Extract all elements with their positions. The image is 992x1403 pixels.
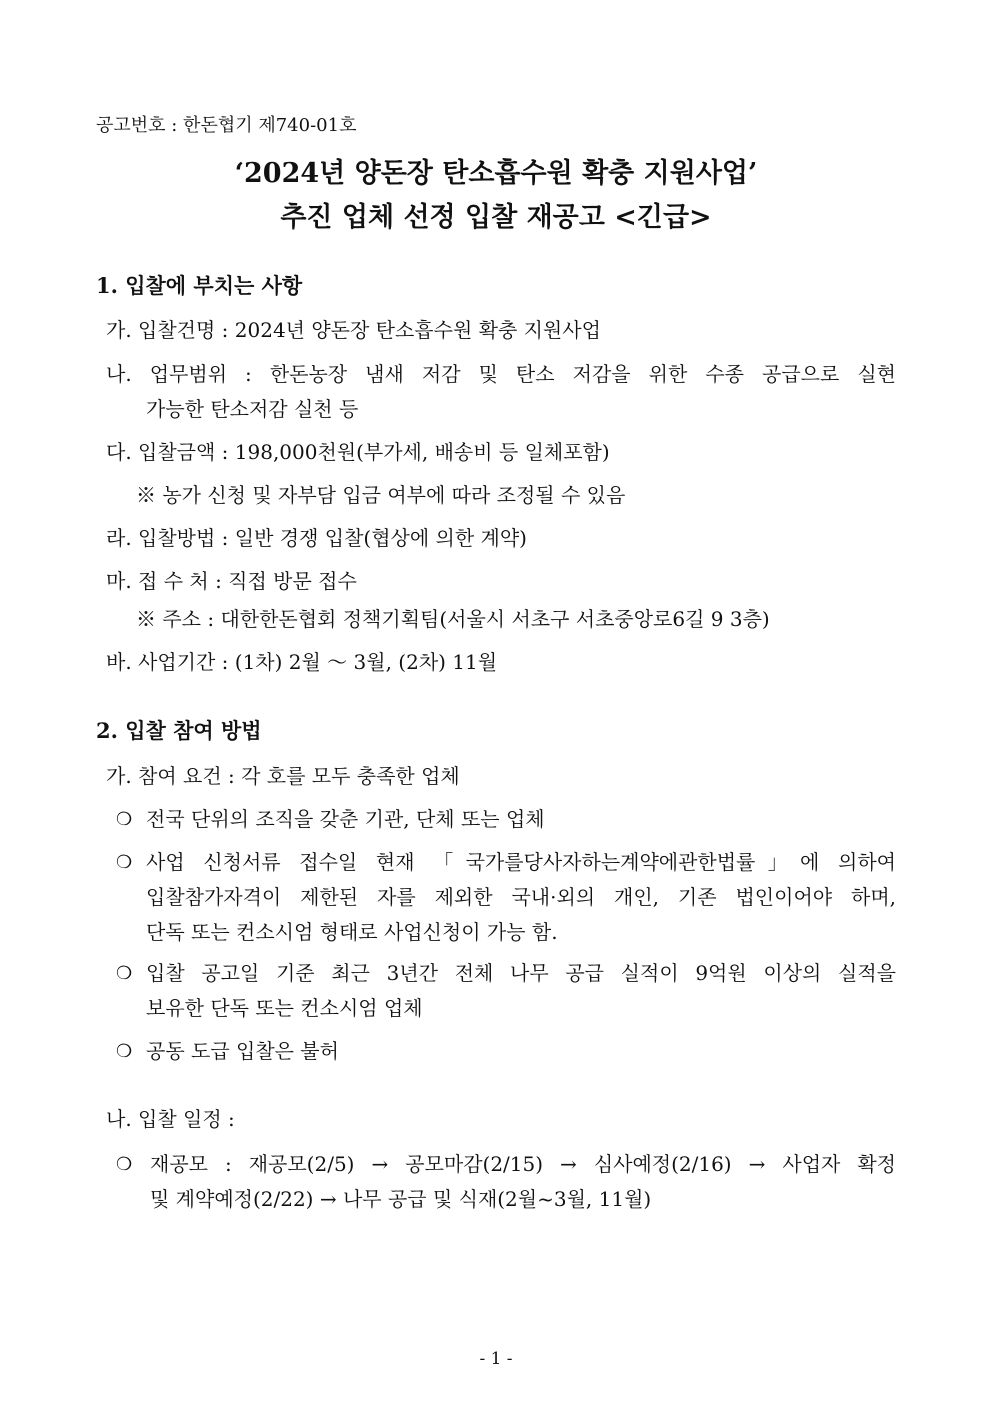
- requirement-4: 공동 도급 입찰은 불허: [146, 1039, 339, 1063]
- item-ga-bid-name: 가. 입찰건명 : 2024년 양돈장 탄소흡수원 확충 지원사업: [106, 318, 601, 342]
- item-ma-reception: 마. 접 수 처 : 직접 방문 접수: [106, 569, 357, 593]
- requirement-3-line2: 보유한 단독 또는 컨소시엄 업체: [146, 996, 423, 1020]
- item-na-scope-line1: 나. 업무범위 : 한돈농장 냄새 저감 및 탄소 저감을 위한 수종 공급으로 실현: [106, 362, 896, 386]
- bullet-icon: ❍: [116, 852, 133, 873]
- title-line-2: 추진 업체 선정 입찰 재공고 <긴급>: [280, 202, 712, 233]
- page-number: - 1 -: [479, 1349, 513, 1369]
- title-line-1: ‘2024년 양돈장 탄소흡수원 확충 지원사업’: [234, 158, 758, 189]
- item-da-note: ※ 농가 신청 및 자부담 입금 여부에 따라 조정될 수 있음: [136, 483, 626, 507]
- notice-number: 공고번호 : 한돈협기 제740-01호: [96, 115, 357, 136]
- item-ga-requirements: 가. 참여 요건 : 각 호를 모두 충족한 업체: [106, 764, 460, 788]
- bullet-icon: ❍: [116, 1154, 133, 1175]
- bullet-icon: ❍: [116, 809, 133, 830]
- requirement-1: 전국 단위의 조직을 갖춘 기관, 단체 또는 업체: [146, 807, 545, 831]
- bullet-icon: ❍: [116, 963, 133, 984]
- requirement-2-line1: 사업 신청서류 접수일 현재 「국가를당사자하는계약에관한법률」에 의하여: [146, 850, 896, 874]
- schedule-line1: 재공모 : 재공모(2/5) → 공모마감(2/15) → 심사예정(2/16) → 사업자 확정: [150, 1152, 896, 1176]
- section-1-heading: 1. 입찰에 부치는 사항: [96, 273, 303, 298]
- requirement-2-line2: 입찰참가자격이 제한된 자를 제외한 국내·외의 개인, 기존 법인이어야 하며,: [146, 885, 896, 909]
- requirement-3-line1: 입찰 공고일 기준 최근 3년간 전체 나무 공급 실적이 9억원 이상의 실적을: [146, 961, 896, 985]
- item-ba-period: 바. 사업기간 : (1차) 2월 ～ 3월, (2차) 11월: [106, 650, 498, 674]
- item-na-schedule: 나. 입찰 일정 :: [106, 1107, 235, 1131]
- section-2-heading: 2. 입찰 참여 방법: [96, 718, 262, 743]
- item-ma-address-note: ※ 주소 : 대한한돈협회 정책기획팀(서울시 서초구 서초중앙로6길 9 3층): [136, 607, 770, 631]
- requirement-2-line3: 단독 또는 컨소시엄 형태로 사업신청이 가능 함.: [146, 920, 558, 944]
- item-ra-bid-method: 라. 입찰방법 : 일반 경쟁 입찰(협상에 의한 계약): [106, 526, 527, 550]
- item-da-bid-amount: 다. 입찰금액 : 198,000천원(부가세, 배송비 등 일체포함): [106, 440, 610, 464]
- bullet-icon: ❍: [116, 1041, 133, 1062]
- item-na-scope-line2: 가능한 탄소저감 실천 등: [146, 397, 359, 421]
- schedule-line2: 및 계약예정(2/22) → 나무 공급 및 식재(2월~3월, 11월): [150, 1187, 652, 1211]
